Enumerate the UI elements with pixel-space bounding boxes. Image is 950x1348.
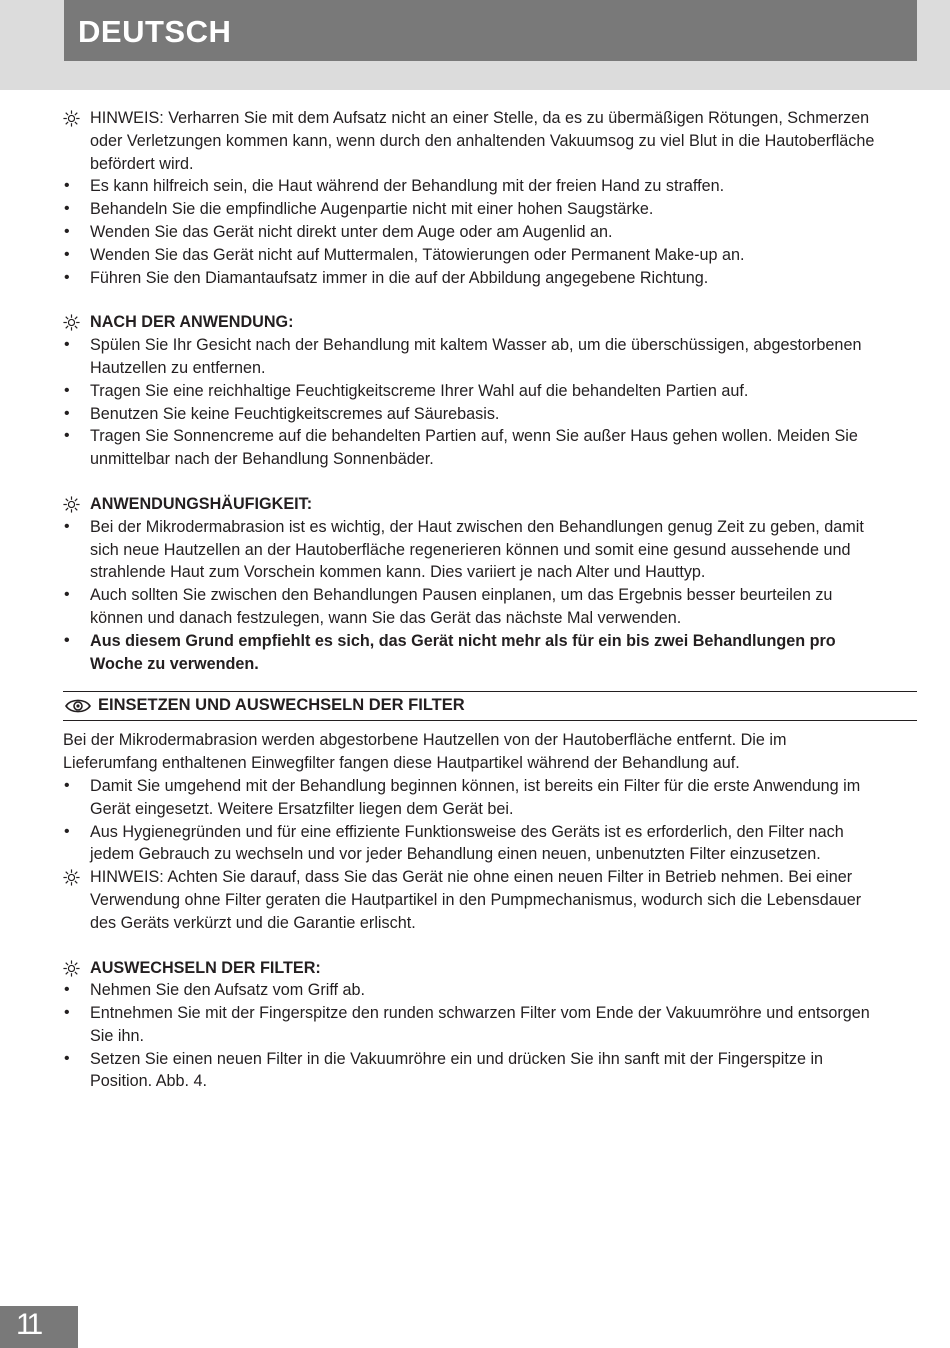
page-number: 11	[16, 1308, 40, 1341]
page-title: DEUTSCH	[78, 14, 232, 49]
bullet-icon: •	[64, 981, 70, 999]
list-item	[63, 821, 885, 867]
note	[63, 866, 885, 934]
bullet-icon: •	[64, 404, 70, 422]
list-item	[63, 244, 885, 267]
subheading-text: NACH DER ANWENDUNG:	[90, 313, 294, 332]
list-item-text: Tragen Sie eine reichhaltige Feuchtigkeitscreme Ihrer Wahl auf die behandelten Partien auf.	[90, 381, 749, 400]
list-item-text: Wenden Sie das Gerät nicht auf Muttermalen, Tätowierungen oder Permanent Make-up an.	[90, 245, 745, 264]
bullet-icon: •	[64, 586, 70, 604]
spacer	[63, 289, 885, 311]
list-item-text: Aus Hygienegründen und für eine effiziente Funktionsweise des Geräts ist es erforderlich, den Filter nach jedem Gebrauch zu wechseln und vor jeder Behandlung einen neuen, unbenutzten Filter einzusetzen.	[90, 822, 844, 864]
bullet-icon: •	[64, 1049, 70, 1067]
list-item-text: Auch sollten Sie zwischen den Behandlungen Pausen einplanen, um das Ergebnis besser beurteilen zu können und danach festzulegen, wann Sie das Gerät das nächste Mal verwenden.	[90, 586, 833, 627]
spacer	[63, 935, 885, 957]
list-item	[63, 403, 885, 426]
bullet-icon: •	[64, 822, 70, 840]
note-text: HINWEIS: Verharren Sie mit dem Aufsatz nicht an einer Stelle, da es zu übermäßigen Rötungen, Schmerzen oder Verletzungen kommen kann, wenn durch den anhaltenden Vakuumsog zu viel Blut in die Hautoberfläche befördert wird.	[90, 109, 875, 173]
list-item-text: Spülen Sie Ihr Gesicht nach der Behandlung mit kaltem Wasser ab, um die überschüssigen, abgestorbenen Hautzellen zu entfernen.	[90, 336, 862, 377]
list-item	[63, 1002, 885, 1048]
page-number-tab	[0, 1306, 78, 1348]
subheading	[63, 957, 885, 980]
list-item-text: Benutzen Sie keine Feuchtigkeitscremes auf Säurebasis.	[90, 404, 500, 423]
list-item-text: Führen Sie den Diamantaufsatz immer in die auf der Abbildung angegebene Richtung.	[90, 268, 709, 287]
bullet-icon: •	[64, 222, 70, 240]
list-item-text: Aus diesem Grund empfiehlt es sich, das Gerät nicht mehr als für ein bis zwei Behandlungen pro Woche zu verwenden.	[90, 631, 836, 673]
list-item-text: Entnehmen Sie mit der Fingerspitze den runden schwarzen Filter vom Ende der Vakuumröhre und entsorgen Sie ihn.	[90, 1004, 870, 1045]
list-item	[63, 1048, 885, 1094]
bullet-icon: •	[64, 427, 70, 445]
note	[63, 107, 885, 175]
list-item-text: Tragen Sie Sonnencreme auf die behandelten Partien auf, wenn Sie außer Haus gehen wollen. Meiden Sie unmittelbar nach der Behandlung Sonnenbäder.	[90, 427, 858, 469]
list-item	[63, 334, 885, 380]
document-body	[63, 107, 885, 1093]
paragraph: Bei der Mikrodermabrasion werden abgestorbene Hautzellen von der Hautoberfläche entfernt. Die im Lieferumfang enthaltenen Einwegfilter fangen diese Hautpartikel während der Behandlung auf.	[63, 731, 787, 773]
bullet-icon: •	[64, 200, 70, 218]
bullet-icon: •	[64, 776, 70, 794]
list-item-text: Nehmen Sie den Aufsatz vom Griff ab.	[90, 981, 366, 1000]
bullet-icon: •	[64, 268, 70, 286]
bullet-icon: •	[64, 517, 70, 535]
bullet-icon: •	[64, 245, 70, 263]
list-item	[63, 380, 885, 403]
subheading-text: AUSWECHSELN DER FILTER:	[90, 958, 321, 977]
subheading	[63, 493, 885, 516]
section-title: EINSETZEN UND AUSWECHSELN DER FILTER	[98, 696, 465, 715]
list-item	[63, 425, 885, 471]
list-item	[63, 584, 885, 630]
list-item	[63, 979, 885, 1002]
list-item	[63, 175, 885, 198]
list-item	[63, 775, 885, 821]
list-item-text: Bei der Mikrodermabrasion ist es wichtig, der Haut zwischen den Behandlungen genug Zeit zu geben, damit sich neue Hautzellen an der Hautoberfläche regenerieren können und somit eine gesund aussehende und strahlende Haut zum Vorschein kommen kann. Dies variiert je nach Alter und Hauttyp.	[90, 517, 864, 582]
list-item-text: Damit Sie umgehend mit der Behandlung beginnen können, ist bereits ein Filter für die erste Anwendung im Gerät eingesetzt. Weitere Ersatzfilter liegen dem Gerät bei.	[90, 776, 861, 818]
list-item-text: Wenden Sie das Gerät nicht direkt unter dem Auge oder am Augenlid an.	[90, 222, 613, 241]
subheading-text: ANWENDUNGSHÄUFIGKEIT:	[90, 494, 313, 513]
list-item	[63, 630, 885, 676]
list-item-text: Setzen Sie einen neuen Filter in die Vakuumröhre ein und drücken Sie ihn sanft mit der Fingerspitze in Position. Abb. 4.	[90, 1049, 824, 1091]
list-item	[63, 267, 885, 290]
section-heading	[63, 691, 917, 721]
bullet-icon: •	[64, 1004, 70, 1022]
bullet-icon: •	[64, 177, 70, 195]
list-item	[63, 516, 885, 584]
bullet-icon: •	[64, 381, 70, 399]
header-bar	[64, 0, 917, 61]
note-text: HINWEIS: Achten Sie darauf, dass Sie das Gerät nie ohne einen neuen Filter in Betrieb nehmen. Bei einer Verwendung ohne Filter geraten die Hautpartikel in den Pumpmechanismus, wodurch sich die Lebensdauer des Geräts verkürzt und die Garantie erlischt.	[90, 868, 862, 932]
list-item	[63, 221, 885, 244]
subheading	[63, 311, 885, 334]
list-item-text: Behandeln Sie die empfindliche Augenpartie nicht mit einer hohen Saugstärke.	[90, 200, 654, 219]
bullet-icon: •	[64, 631, 70, 649]
bullet-icon: •	[64, 336, 70, 354]
list-item	[63, 198, 885, 221]
list-item-text: Es kann hilfreich sein, die Haut während der Behandlung mit der freien Hand zu straffen.	[90, 177, 725, 196]
spacer	[63, 471, 885, 493]
